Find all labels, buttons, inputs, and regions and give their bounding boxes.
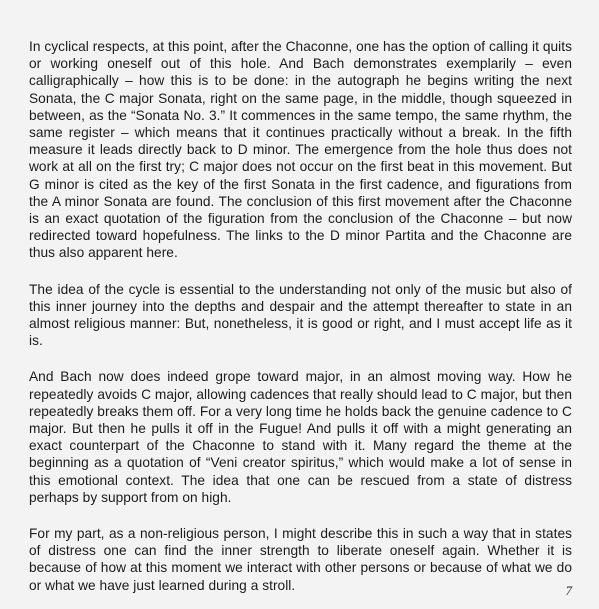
paragraph-4: For my part, as a non-religious person, I might describe this in such a way that in states of distress one can find the inner strength to liberate oneself again. Whether it is because of how at this moment we interact with other persons or because of what we do or what we have just learned during a stroll. (29, 526, 572, 593)
body-text (29, 38, 572, 594)
paragraph-2: The idea of the cycle is essential to the understanding not only of the music but also of this inner journey into the depths and despair and the attempt thereafter to state in an almost religious manner: But, nonetheless, it is good or right, and I must accept life as it is. (29, 281, 572, 349)
paragraph-1: In cyclical respects, at this point, after the Chaconne, one has the option of calling it quits or working oneself out of this hole. And Bach demonstrates exemplarily – even calligraphically – how this is to be done: in the autograph he begins writing the next Sonata, the C major Sonata, right on the same page, in the middle, though squeezed in between, as the “Sonata No. 3.” It commences in the same tempo, the same rhythm, the same register – which means that it continues practically without a break. In the fifth measure it leads directly back to D minor. The emergence from the hole thus does not work at all on the first try; C major does not occur on the first beat in this movement. But G minor is cited as the key of the first Sonata in the first cadence, and figurations from the A minor Sonata are found. The conclusion of this first movement after the Chaconne is an exact quotation of the figuration from the conclusion of the Chaconne – but now redirected toward hopefulness. The links to the D minor Partita and the Chaconne are thus also apparent here. (29, 39, 572, 261)
paragraph-3: And Bach now does indeed grope toward major, in an almost moving way. How he repeatedly avoids C major, allowing cadences that really should lead to C major, but then repeatedly breaks them off. For a very long time he holds back the genuine cadence to C major. But then he pulls it off in the Fugue! And pulls it off with a might generating an exact counterpart of the Chaconne to stand with it. Many regard the theme at the beginning as a quotation of “Veni creator spiritus,” which would make a lot of sense in this emotional context. The idea that one can be rescued from a state of distress perhaps by support from on high. (29, 369, 572, 505)
page-number: 7 (565, 583, 572, 598)
